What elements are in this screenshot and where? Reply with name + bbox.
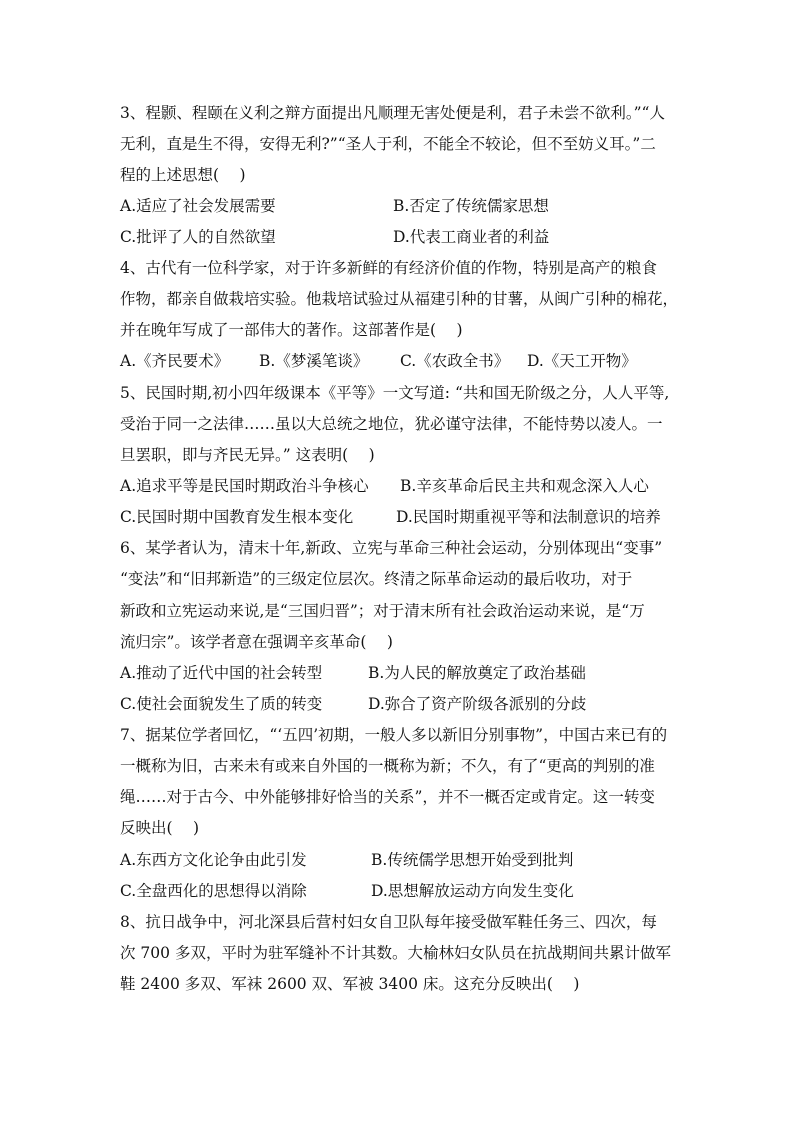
question-5-stem-line-2: 受治于同一之法律……虽以大总统之地位，犹必谨守法律，不能恃势以凌人。一: [120, 415, 663, 433]
question-8-stem-line-3: 鞋 2400 多双、军袜 2600 双、军被 3400 床。这充分反映出( ): [120, 975, 580, 993]
question-7-stem-line-3: 绳……对于古今、中外能够排好恰当的关系”，并不一概否定或肯定。这一转变: [120, 788, 655, 806]
question-3-stem-line-3: 程的上述思想( ): [120, 166, 246, 184]
question-4-option-b: B.《梦溪笔谈》: [259, 352, 369, 370]
question-7-option-d: D.思想解放运动方向发生变化: [371, 882, 574, 900]
question-8-stem-line-2: 次 700 多双，平时为驻军缝补不计其数。大榆林妇女队员在抗战期间共累计做军: [120, 944, 671, 962]
question-6-option-d: D.弥合了资产阶级各派别的分歧: [368, 695, 587, 713]
question-6-option-a: A.推动了近代中国的社会转型: [120, 664, 323, 682]
question-8-stem-line-1: 8、抗日战争中，河北深县后营村妇女自卫队每年接受做军鞋任务三、四次，每: [120, 913, 657, 931]
question-5-option-d: D.民国时期重视平等和法制意识的培养: [396, 508, 661, 526]
question-3-stem-line-2: 无利，直是生不得，安得无利?”“圣人于利，不能全不较论，但不至妨义耳。”二: [120, 135, 656, 153]
question-5-stem-line-1: 5、民国时期,初小四年级课本《平等》一文写道: “共和国无阶级之分，人人平等,: [120, 384, 670, 402]
question-3-stem-line-1: 3、程颢、程颐在义利之辩方面提出凡顺理无害处便是利，君子未尝不欲利。”“人: [120, 104, 665, 122]
question-6-stem-line-4: 流归宗”。该学者意在强调辛亥革命( ): [120, 633, 393, 651]
question-4-option-c: C.《农政全书》: [400, 352, 510, 370]
question-7-stem-line-4: 反映出( ): [120, 819, 200, 837]
question-5-option-c: C.民国时期中国教育发生根本变化: [120, 508, 354, 526]
question-7-option-c: C.全盘西化的思想得以消除: [120, 882, 307, 900]
question-7-stem-line-2: 一概称为旧，古来未有或来自外国的一概称为新；不久，有了“更高的判别的准: [120, 757, 655, 775]
question-3-option-d: D.代表工商业者的利益: [393, 228, 550, 246]
question-6-stem-line-3: 新政和立宪运动来说,是“三国归晋”；对于清末所有社会政治运动来说，是“万: [120, 602, 645, 620]
question-5-option-b: B.辛亥革命后民主共和观念深入人心: [400, 477, 649, 495]
question-6-stem-line-2: “变法”和“旧邦新造”的三级定位层次。终清之际革命运动的最后收功，对于: [120, 570, 633, 588]
question-5-option-a: A.追求平等是民国时期政治斗争核心: [120, 477, 369, 495]
question-6-option-c: C.使社会面貌发生了质的转变: [120, 695, 323, 713]
question-4-option-a: A.《齐民要术》: [120, 352, 230, 370]
question-3-option-b: B.否定了传统儒家思想: [393, 197, 549, 215]
question-3-option-c: C.批评了人的自然欲望: [120, 228, 276, 246]
question-4-stem-line-3: 并在晚年写成了一部伟大的著作。这部著作是( ): [120, 321, 463, 339]
question-6-option-b: B.为人民的解放奠定了政治基础: [368, 664, 586, 682]
question-5-stem-line-3: 旦罢职，即与齐民无异。” 这表明( ): [120, 446, 375, 464]
question-3-option-a: A.适应了社会发展需要: [120, 197, 276, 215]
question-4-option-d: D.《天工开物》: [527, 352, 637, 370]
question-6-stem-line-1: 6、某学者认为，清末十年,新政、立宪与革命三种社会运动，分别体现出“变事”: [120, 539, 663, 557]
question-4-stem-line-1: 4、古代有一位科学家，对于许多新鲜的有经济价值的作物，特别是高产的粮食: [120, 259, 657, 277]
question-7-option-a: A.东西方文化论争由此引发: [120, 851, 307, 869]
question-4-stem-line-2: 作物，都亲自做栽培实验。他栽培试验过从福建引种的甘薯，从闽广引种的棉花，: [120, 290, 679, 308]
question-7-option-b: B.传统儒学思想开始受到批判: [371, 851, 574, 869]
question-7-stem-line-1: 7、据某位学者回忆，“‘五四’初期，一般人多以新旧分别事物”，中国古来已有的: [120, 726, 668, 744]
